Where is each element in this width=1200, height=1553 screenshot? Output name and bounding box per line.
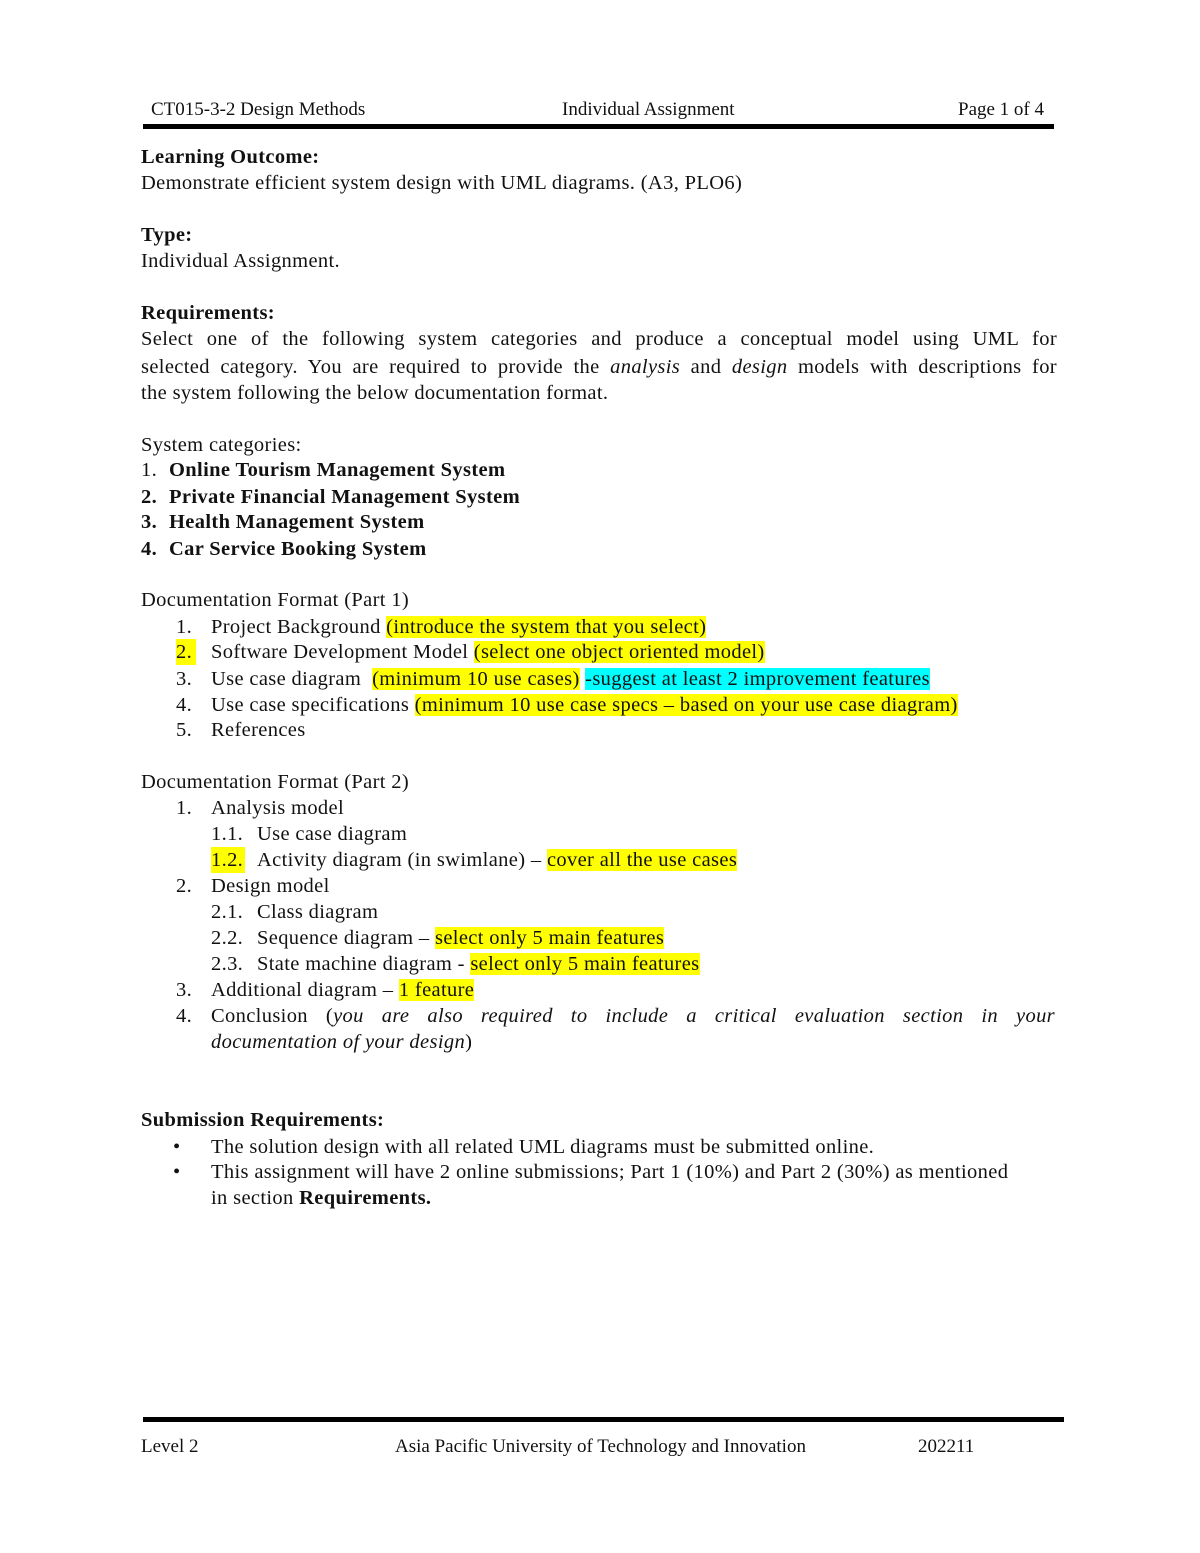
item-note-cyan: -suggest at least 2 improvement features (585, 668, 930, 690)
analysis-term: analysis (610, 356, 681, 378)
item-number: 2.2. (211, 927, 244, 949)
item-label: Use case diagram (211, 668, 373, 690)
item-number: 2. (141, 486, 158, 508)
footer-university: Asia Pacific University of Technology and Innovation (395, 1436, 806, 1457)
item-label: Use case diagram (257, 823, 408, 845)
item-number: 1. (141, 459, 158, 481)
item-number: 2. (176, 875, 193, 897)
categories-title: System categories: (141, 434, 302, 456)
item-number: 3. (141, 511, 158, 533)
text: ) (465, 1031, 473, 1053)
requirements-title: Requirements: (141, 302, 275, 324)
part1-item (176, 717, 306, 743)
item-label: Analysis model (211, 797, 345, 819)
item-note: (minimum 10 use cases) (372, 668, 580, 690)
header-rule (143, 124, 1054, 129)
text: selected category. You are required to provide the (141, 356, 611, 378)
part1-item (176, 666, 930, 692)
type-title: Type: (141, 224, 193, 246)
item-number: 4. (176, 1005, 193, 1027)
item-number: 1.1. (211, 823, 244, 845)
category-item (141, 536, 427, 562)
footer-code: 202211 (918, 1436, 975, 1457)
bullet-text: The solution design with all related UML diagrams must be submitted online. (211, 1136, 875, 1158)
part1-item (176, 639, 765, 665)
item-note: (select one object oriented model) (473, 641, 765, 663)
item-label: Additional diagram – (211, 979, 399, 1001)
header-course: CT015-3-2 Design Methods (151, 99, 366, 120)
item-note: (minimum 10 use case specs – based on your use case diagram) (414, 694, 958, 716)
item-label: State machine diagram - (257, 953, 471, 975)
submission-bullet (141, 1159, 1008, 1185)
item-note: select only 5 main features (470, 953, 700, 975)
part2-subitem (211, 847, 737, 873)
part2-title: Documentation Format (Part 2) (141, 771, 410, 793)
item-number: 2. (176, 639, 196, 665)
learning-outcome-text: Demonstrate efficient system design with UML diagrams. (A3, PLO6) (141, 172, 743, 194)
learning-outcome-title: Learning Outcome: (141, 146, 320, 168)
part1-item (176, 614, 706, 640)
item-label: Sequence diagram – (257, 927, 435, 949)
design-term: design (731, 356, 788, 378)
item-label: Software Development Model (211, 641, 474, 663)
submission-bullet (141, 1134, 874, 1160)
bullet-text-bold: Requirements. (299, 1187, 432, 1209)
requirements-line-1: Select one of the following system categories and produce a conceptual model using UML for (141, 328, 1057, 350)
item-label: Use case specifications (211, 694, 415, 716)
item-label: Design model (211, 875, 330, 897)
item-note: select only 5 main features (435, 927, 665, 949)
item-note: documentation of your design (211, 1031, 466, 1053)
item-number: 5. (176, 719, 193, 741)
bullet-text: This assignment will have 2 online submissions; Part 1 (10%) and Part 2 (30%) as mentioned (211, 1161, 1009, 1183)
item-label: Conclusion ( (211, 1005, 334, 1027)
item-note: 1 feature (398, 979, 475, 1001)
part2-item (176, 873, 330, 899)
category-item (141, 457, 505, 483)
part2-item (176, 1003, 1055, 1029)
part2-subitem (211, 951, 700, 977)
requirements-line-2 (141, 354, 1057, 380)
item-label: References (211, 719, 306, 741)
text: models with descriptions for (787, 356, 1057, 378)
item-label: Activity diagram (in swimlane) – (257, 849, 547, 871)
part2-item (176, 795, 344, 821)
header-type: Individual Assignment (562, 99, 735, 120)
item-label: Private Financial Management System (169, 486, 521, 508)
part2-subitem (211, 925, 664, 951)
item-number: 4. (176, 694, 193, 716)
item-note: you are also required to include a critical evaluation section in your (333, 1005, 1056, 1027)
part1-title: Documentation Format (Part 1) (141, 589, 410, 611)
part2-item (176, 977, 474, 1003)
category-item (141, 484, 520, 510)
text: and (680, 356, 732, 378)
part2-subitem (211, 821, 407, 847)
submission-bullet-continued (211, 1185, 431, 1211)
bullet-text: in section (211, 1187, 300, 1209)
type-text: Individual Assignment. (141, 250, 341, 272)
item-label: Online Tourism Management System (169, 459, 506, 481)
item-note: cover all the use cases (546, 849, 738, 871)
submission-title: Submission Requirements: (141, 1109, 385, 1131)
bullet-icon: • (173, 1161, 181, 1183)
header-page: Page 1 of 4 (958, 99, 1045, 120)
category-item (141, 509, 425, 535)
item-label: Project Background (211, 616, 387, 638)
item-note: (introduce the system that you select) (386, 616, 707, 638)
footer-level: Level 2 (141, 1436, 199, 1457)
item-number: 3. (176, 668, 193, 690)
item-number: 2.3. (211, 953, 244, 975)
part1-item (176, 692, 958, 718)
item-number: 3. (176, 979, 193, 1001)
footer-rule (143, 1417, 1064, 1422)
requirements-line-3: the system following the below documentation format. (141, 382, 609, 404)
item-label: Car Service Booking System (169, 538, 427, 560)
item-number: 1. (176, 616, 193, 638)
item-label: Class diagram (257, 901, 379, 923)
item-number: 1. (176, 797, 193, 819)
item-number: 4. (141, 538, 158, 560)
bullet-icon: • (173, 1136, 181, 1158)
part2-subitem (211, 899, 378, 925)
item-number: 1.2. (211, 849, 244, 871)
item-number: 2.1. (211, 901, 244, 923)
part2-item-continued (211, 1029, 472, 1055)
item-label: Health Management System (169, 511, 425, 533)
